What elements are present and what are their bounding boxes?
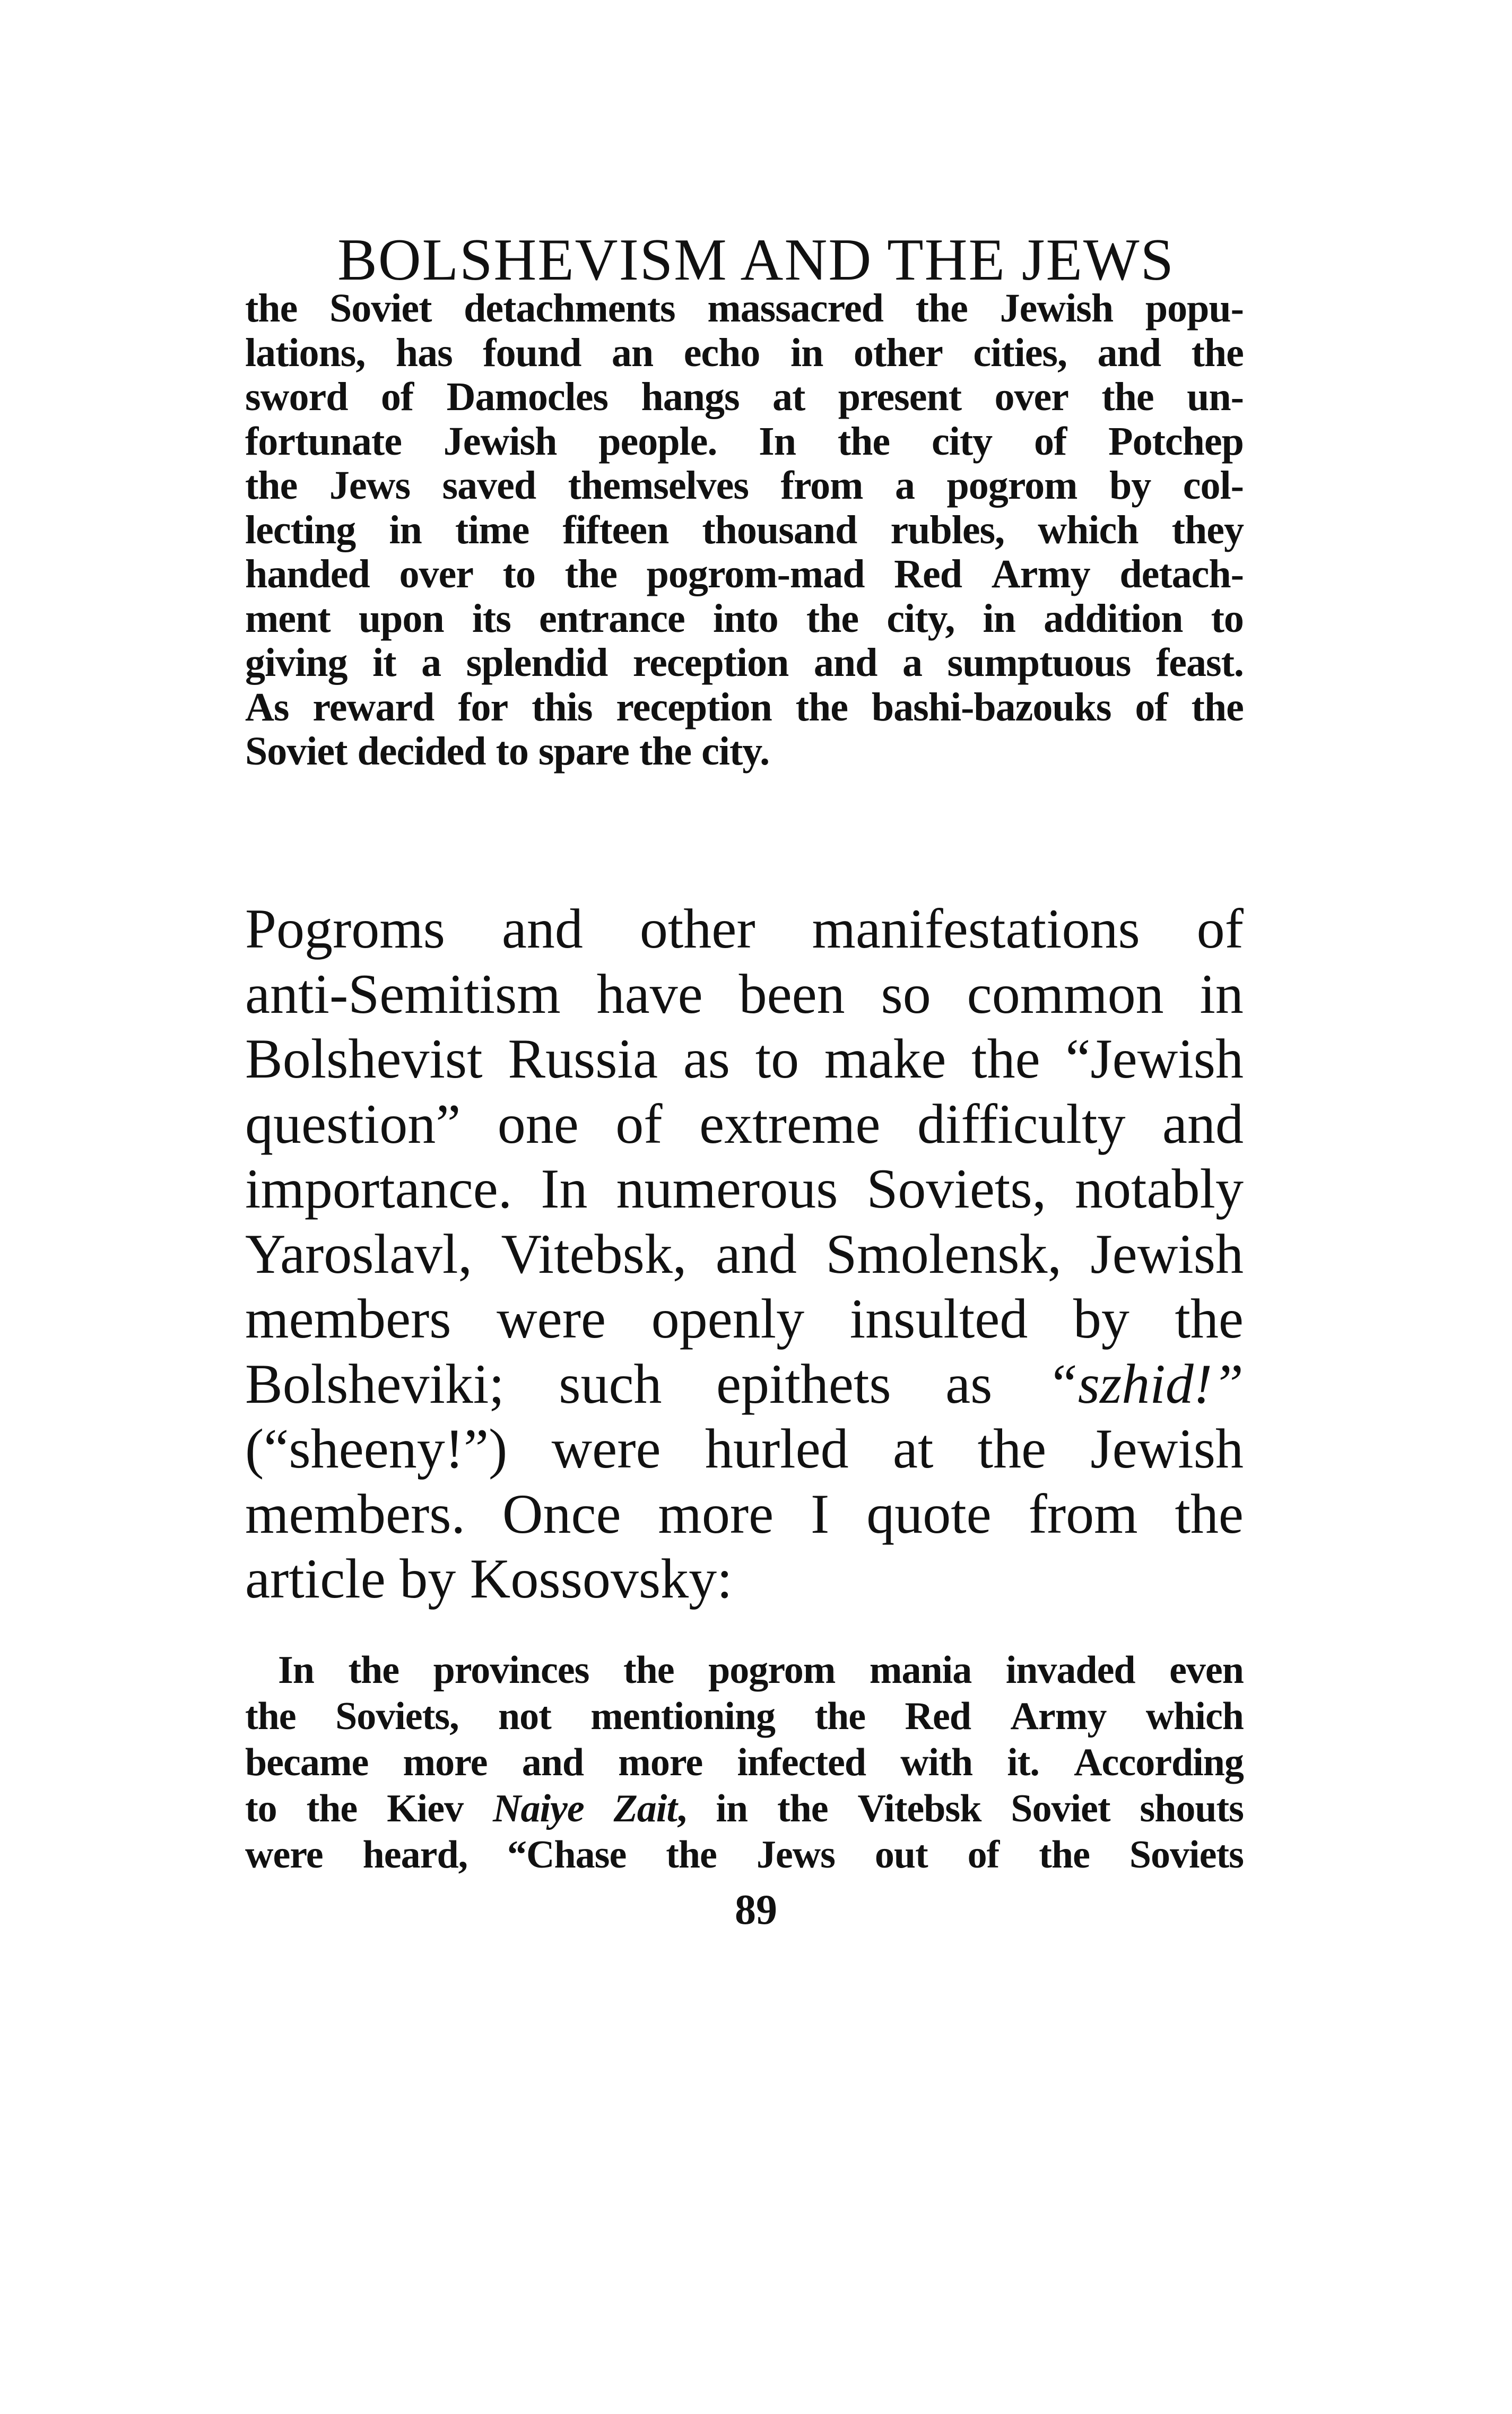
- word: more: [658, 1482, 774, 1545]
- text-line: [245, 962, 1244, 1027]
- word: extreme: [699, 1092, 881, 1155]
- word: a: [902, 640, 922, 685]
- word: sumptuous: [947, 640, 1131, 685]
- word: Soviets,: [866, 1158, 1047, 1220]
- block-quote-2: [245, 1647, 1244, 1878]
- word: the: [623, 1648, 674, 1692]
- text-line: [245, 1352, 1244, 1417]
- word: city.: [701, 729, 770, 774]
- text-line: [245, 1547, 1244, 1612]
- word: found: [483, 330, 581, 375]
- word: more: [403, 1741, 488, 1784]
- word: and: [1097, 330, 1161, 375]
- text-line: [245, 552, 1244, 597]
- word: [493, 1786, 584, 1832]
- text-line: [245, 1092, 1244, 1157]
- word: the: [348, 1648, 399, 1692]
- word: themselves: [568, 463, 749, 508]
- word: Damocles: [446, 375, 609, 419]
- word: Kossovsky:: [470, 1548, 733, 1610]
- word: Pogroms: [245, 898, 445, 960]
- word: Potchep: [1108, 419, 1244, 464]
- word: entrance: [539, 596, 685, 641]
- word: city: [932, 419, 993, 464]
- word: anti-Semitism: [245, 962, 561, 1025]
- word: In: [278, 1648, 314, 1692]
- word: by: [1073, 1288, 1129, 1350]
- text-line: [245, 464, 1244, 508]
- word: to: [755, 1028, 800, 1090]
- word: decided: [357, 729, 486, 774]
- word: and: [813, 640, 877, 685]
- word: the: [245, 286, 298, 331]
- word: Jewish: [1000, 286, 1114, 331]
- word: were: [551, 1418, 661, 1480]
- word: present: [838, 375, 962, 419]
- italic-text: Zait: [613, 1787, 677, 1830]
- word: a: [895, 463, 915, 508]
- word: the: [806, 596, 859, 641]
- word: of: [1196, 898, 1244, 960]
- word: and: [715, 1222, 797, 1285]
- text-line: [245, 1287, 1244, 1352]
- word: in: [983, 596, 1015, 641]
- word: Soviet: [1011, 1787, 1110, 1830]
- word: invaded: [1005, 1648, 1135, 1692]
- text-line: [245, 1647, 1244, 1694]
- word: to: [1211, 596, 1244, 641]
- word: reception: [616, 684, 772, 730]
- text-line: [245, 420, 1244, 464]
- word: which: [1038, 507, 1139, 552]
- word: the: [639, 729, 692, 774]
- word: shouts: [1140, 1787, 1244, 1830]
- word: out: [874, 1833, 928, 1877]
- word: In: [541, 1158, 588, 1220]
- word: people.: [598, 419, 717, 464]
- word: for: [458, 684, 508, 730]
- word: Vitebsk,: [501, 1222, 687, 1285]
- word: which: [1145, 1695, 1244, 1738]
- word: make: [824, 1028, 946, 1090]
- word: bashi-bazouks: [871, 684, 1111, 730]
- italic-text: “szhid!”: [1046, 1352, 1244, 1415]
- word: the: [666, 1833, 717, 1877]
- word: from: [780, 463, 863, 508]
- word: upon: [358, 596, 444, 641]
- word: sword: [245, 375, 348, 419]
- word: other: [853, 330, 943, 375]
- word: the: [971, 1028, 1040, 1090]
- word: Army: [1010, 1695, 1107, 1738]
- word: so: [881, 962, 931, 1025]
- text-line: [245, 1786, 1244, 1832]
- word: they: [1171, 507, 1244, 552]
- word: became: [245, 1741, 369, 1784]
- word: the: [1191, 330, 1244, 375]
- word: been: [738, 962, 845, 1025]
- word: one: [497, 1092, 579, 1155]
- running-head: BOLSHEVISM AND THE JEWS: [337, 227, 1175, 293]
- text-line: [245, 897, 1244, 962]
- word: echo: [683, 330, 760, 375]
- word: from: [1028, 1482, 1138, 1545]
- word: with: [900, 1741, 973, 1784]
- text-line: [245, 1027, 1244, 1092]
- word: members: [245, 1288, 451, 1350]
- word: of: [380, 375, 414, 419]
- text-line: [245, 1694, 1244, 1740]
- word: pogrom-mad: [646, 552, 865, 596]
- word: insulted: [849, 1288, 1028, 1350]
- word: article: [245, 1548, 386, 1610]
- word: at: [772, 375, 805, 419]
- word: Russia: [508, 1028, 658, 1090]
- word: of: [1034, 419, 1067, 464]
- word: by: [1109, 463, 1151, 508]
- word: this: [532, 684, 593, 730]
- word: over: [994, 375, 1068, 419]
- word: in: [716, 1787, 748, 1830]
- text-line: [245, 730, 1244, 774]
- text-line: [245, 1482, 1244, 1547]
- word: were: [245, 1833, 323, 1877]
- word: and: [1162, 1092, 1244, 1155]
- text-line: [245, 1832, 1244, 1878]
- block-quote-1: [245, 286, 1244, 774]
- word: As: [245, 684, 289, 730]
- word: pogrom: [708, 1648, 836, 1692]
- word: such: [559, 1352, 662, 1415]
- word: Red: [905, 1695, 971, 1738]
- text-line: [245, 641, 1244, 685]
- word: Jewish: [1090, 1418, 1244, 1480]
- word: the: [1039, 1833, 1090, 1877]
- word: Jews: [756, 1833, 835, 1877]
- word: (“sheeny!”): [245, 1418, 508, 1480]
- word: pogrom: [946, 463, 1077, 508]
- word: the: [245, 1695, 296, 1738]
- word: even: [1169, 1648, 1244, 1692]
- text-line: [245, 1740, 1244, 1786]
- word: city,: [887, 596, 955, 641]
- word: Bolshevist: [245, 1028, 483, 1090]
- word: the: [245, 463, 298, 508]
- word: Yaroslavl,: [245, 1222, 472, 1285]
- word: un-: [1187, 375, 1244, 419]
- word: reward: [312, 684, 435, 730]
- text-line: [245, 597, 1244, 641]
- word: the: [1175, 1482, 1244, 1545]
- word: openly: [651, 1288, 805, 1350]
- word: has: [395, 330, 453, 375]
- word: addition: [1044, 596, 1183, 641]
- word: it: [372, 640, 396, 685]
- word: Soviets: [1129, 1833, 1244, 1877]
- word: Bolsheviki;: [245, 1352, 505, 1415]
- text-line: [245, 508, 1244, 553]
- word: the: [795, 684, 848, 730]
- word: provinces: [433, 1648, 589, 1692]
- word: handed: [245, 552, 370, 596]
- word: more: [618, 1741, 703, 1784]
- word: of: [967, 1833, 1000, 1877]
- word: common: [967, 962, 1164, 1025]
- word: Soviets,: [335, 1695, 459, 1738]
- word: According: [1074, 1741, 1244, 1784]
- word: ment: [245, 596, 331, 641]
- word: time: [455, 507, 529, 552]
- word: notably: [1075, 1158, 1244, 1220]
- word: in: [1200, 962, 1244, 1025]
- word: in: [389, 507, 422, 552]
- word: hurled: [705, 1418, 849, 1480]
- word: heard,: [362, 1833, 468, 1877]
- word: to: [496, 729, 528, 774]
- word: other: [639, 898, 755, 960]
- word: the: [1101, 375, 1154, 419]
- text-line: [245, 685, 1244, 730]
- word: the: [837, 419, 890, 464]
- word: “Chase: [507, 1833, 627, 1877]
- word: saved: [442, 463, 536, 508]
- word: hangs: [641, 375, 740, 419]
- text-line: [245, 1157, 1244, 1222]
- word: Once: [502, 1482, 621, 1545]
- italic-text: Naiye: [493, 1787, 584, 1830]
- word: difficulty: [917, 1092, 1126, 1155]
- page-number: 89: [735, 1887, 777, 1933]
- word: Soviet: [329, 286, 432, 331]
- word: a: [421, 640, 441, 685]
- word: Soviet: [245, 729, 347, 774]
- word: Red: [894, 552, 962, 596]
- word: numerous: [616, 1158, 838, 1220]
- word: to: [245, 1787, 277, 1830]
- word: importance.: [245, 1158, 512, 1220]
- word: popu-: [1145, 286, 1244, 331]
- word: to: [502, 552, 535, 596]
- word: splendid: [466, 640, 608, 685]
- word: detachments: [464, 286, 675, 331]
- word: mentioning: [590, 1695, 775, 1738]
- text-line: [245, 375, 1244, 420]
- word: giving: [245, 640, 347, 685]
- word: fifteen: [562, 507, 669, 552]
- word: the: [814, 1695, 866, 1738]
- word: “Jewish: [1065, 1028, 1244, 1090]
- word: not: [498, 1695, 551, 1738]
- word: reception: [632, 640, 789, 685]
- word: of: [1135, 684, 1168, 730]
- main-paragraph: [245, 897, 1244, 1612]
- word: Jews: [329, 463, 411, 508]
- word: detach-: [1119, 552, 1244, 596]
- word: were: [497, 1288, 606, 1350]
- text-line: [245, 331, 1244, 376]
- word: and: [501, 898, 583, 960]
- word: Zait,: [613, 1787, 687, 1830]
- word: into: [712, 596, 778, 641]
- word: the: [977, 1418, 1047, 1480]
- word: rubles,: [890, 507, 1005, 552]
- word: mania: [869, 1648, 972, 1692]
- word: spare: [538, 729, 629, 774]
- word: Army: [991, 552, 1090, 596]
- text-line: [245, 286, 1244, 331]
- word: feast.: [1155, 640, 1244, 685]
- word: at: [892, 1418, 934, 1480]
- word: manifestations: [812, 898, 1140, 960]
- word: epithets: [716, 1352, 891, 1415]
- word: over: [399, 552, 473, 596]
- word: massacred: [707, 286, 883, 331]
- word: Jewish: [1090, 1222, 1244, 1285]
- word: by: [399, 1548, 456, 1610]
- word: and: [522, 1741, 584, 1784]
- word: as: [683, 1028, 731, 1090]
- word: the: [306, 1787, 358, 1830]
- word: thousand: [702, 507, 857, 552]
- word: in: [790, 330, 823, 375]
- word: question”: [245, 1092, 461, 1155]
- word: Vitebsk: [857, 1787, 981, 1830]
- word: [1047, 1352, 1244, 1417]
- word: the: [915, 286, 968, 331]
- word: it.: [1007, 1741, 1039, 1784]
- word: Jewish: [443, 419, 557, 464]
- word: the: [777, 1787, 828, 1830]
- word: col-: [1183, 463, 1244, 508]
- text-line: [245, 1417, 1244, 1482]
- word: quote: [866, 1482, 992, 1545]
- word: the: [1175, 1288, 1244, 1350]
- word: lations,: [245, 330, 366, 375]
- word: In: [759, 419, 796, 464]
- word: Kiev: [387, 1787, 464, 1830]
- word: members.: [245, 1482, 466, 1545]
- word: Smolensk,: [825, 1222, 1062, 1285]
- word: fortunate: [245, 419, 402, 464]
- text-line: [245, 1222, 1244, 1287]
- word: have: [596, 962, 703, 1025]
- word: cities,: [973, 330, 1067, 375]
- word: I: [811, 1482, 830, 1545]
- word: the: [564, 552, 617, 596]
- word: an: [611, 330, 654, 375]
- word: of: [615, 1092, 663, 1155]
- word: infected: [737, 1741, 866, 1784]
- word: lecting: [245, 507, 356, 552]
- word: its: [472, 596, 511, 641]
- word: as: [945, 1352, 993, 1415]
- word: the: [1191, 684, 1244, 730]
